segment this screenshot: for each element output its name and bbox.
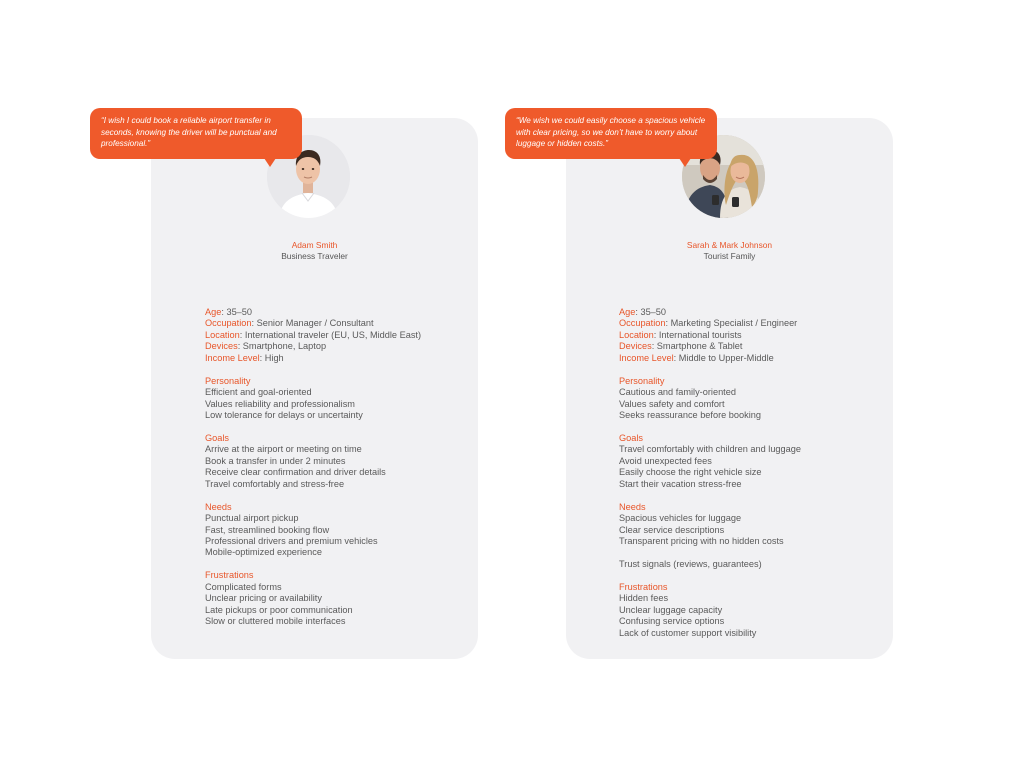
- list-item: Punctual airport pickup: [205, 513, 299, 524]
- fact-row: Age: 35–50: [205, 307, 253, 317]
- quote-bubble-adam: “I wish I could book a reliable airport transfer in seconds, knowing the driver will be punctual and professional.”: [90, 108, 302, 159]
- list-item: Complicated forms: [205, 581, 282, 592]
- list-item: Receive clear confirmation and driver details: [205, 467, 386, 478]
- fact-row: Devices: Smartphone & Tablet: [619, 341, 743, 352]
- section-heading-goals: Goals: [619, 432, 644, 443]
- persona-role: Business Traveler: [281, 251, 348, 261]
- persona-role: Tourist Family: [703, 251, 756, 261]
- persona-details-johnson: [619, 307, 879, 639]
- fact-row: Location: International tourists: [619, 329, 742, 340]
- fact-row: Income Level: Middle to Upper-Middle: [619, 352, 774, 363]
- list-item: Efficient and goal-oriented: [205, 387, 312, 398]
- list-item: Start their vacation stress-free: [619, 478, 742, 489]
- persona-header-adam: [151, 240, 478, 262]
- list-item: Confusing service options: [619, 616, 725, 627]
- list-item: Arrive at the airport or meeting on time: [205, 444, 362, 455]
- list-item: Unclear pricing or availability: [205, 593, 322, 604]
- list-item: Easily choose the right vehicle size: [619, 467, 762, 478]
- persona-name: Adam Smith: [291, 240, 338, 250]
- list-item: Travel comfortably with children and luggage: [619, 444, 801, 455]
- list-item: Low tolerance for delays or uncertainty: [205, 410, 363, 421]
- list-item: Hidden fees: [619, 593, 669, 604]
- fact-row: Occupation: Marketing Specialist / Engineer: [619, 318, 798, 329]
- list-item: Transparent pricing with no hidden costs: [619, 536, 784, 547]
- section-heading-personality: Personality: [619, 375, 665, 386]
- list-item: Clear service descriptions: [619, 524, 725, 535]
- list-item: Book a transfer in under 2 minutes: [205, 455, 346, 466]
- section-heading-personality: Personality: [205, 375, 251, 386]
- section-heading-needs: Needs: [205, 501, 232, 512]
- list-item: Lack of customer support visibility: [619, 627, 757, 638]
- fact-row: Devices: Smartphone, Laptop: [205, 341, 327, 352]
- list-item: Slow or cluttered mobile interfaces: [205, 616, 346, 627]
- quote-bubble-johnson: “We wish we could easily choose a spacious vehicle with clear pricing, so we don’t have to worry about luggage or hidden costs.”: [505, 108, 717, 159]
- fact-row: Occupation: Senior Manager / Consultant: [205, 318, 374, 329]
- list-item: Professional drivers and premium vehicles: [205, 536, 378, 547]
- list-item: Trust signals (reviews, guarantees): [619, 558, 762, 569]
- list-item: Values safety and comfort: [619, 398, 725, 409]
- section-heading-frustrations: Frustrations: [619, 581, 668, 592]
- fact-row: Income Level: High: [205, 352, 284, 363]
- list-item: Travel comfortably and stress-free: [205, 478, 345, 489]
- list-item: Mobile-optimized experience: [205, 547, 322, 558]
- list-item: Late pickups or poor communication: [205, 604, 353, 615]
- persona-name: Sarah & Mark Johnson: [686, 240, 773, 250]
- list-item: Unclear luggage capacity: [619, 604, 723, 615]
- list-item: Spacious vehicles for luggage: [619, 513, 742, 524]
- fact-row: Location: International traveler (EU, US, Middle East): [205, 329, 422, 340]
- list-item: Seeks reassurance before booking: [619, 410, 761, 421]
- list-item: Cautious and family-oriented: [619, 387, 736, 398]
- fact-row: Age: 35–50: [619, 307, 667, 317]
- list-item: Avoid unexpected fees: [619, 455, 712, 466]
- list-item: Fast, streamlined booking flow: [205, 524, 330, 535]
- section-heading-needs: Needs: [619, 501, 646, 512]
- list-item: Values reliability and professionalism: [205, 398, 355, 409]
- section-heading-frustrations: Frustrations: [205, 570, 254, 581]
- section-heading-goals: Goals: [205, 432, 230, 443]
- persona-header-johnson: [566, 240, 893, 262]
- persona-details-adam: [205, 307, 465, 628]
